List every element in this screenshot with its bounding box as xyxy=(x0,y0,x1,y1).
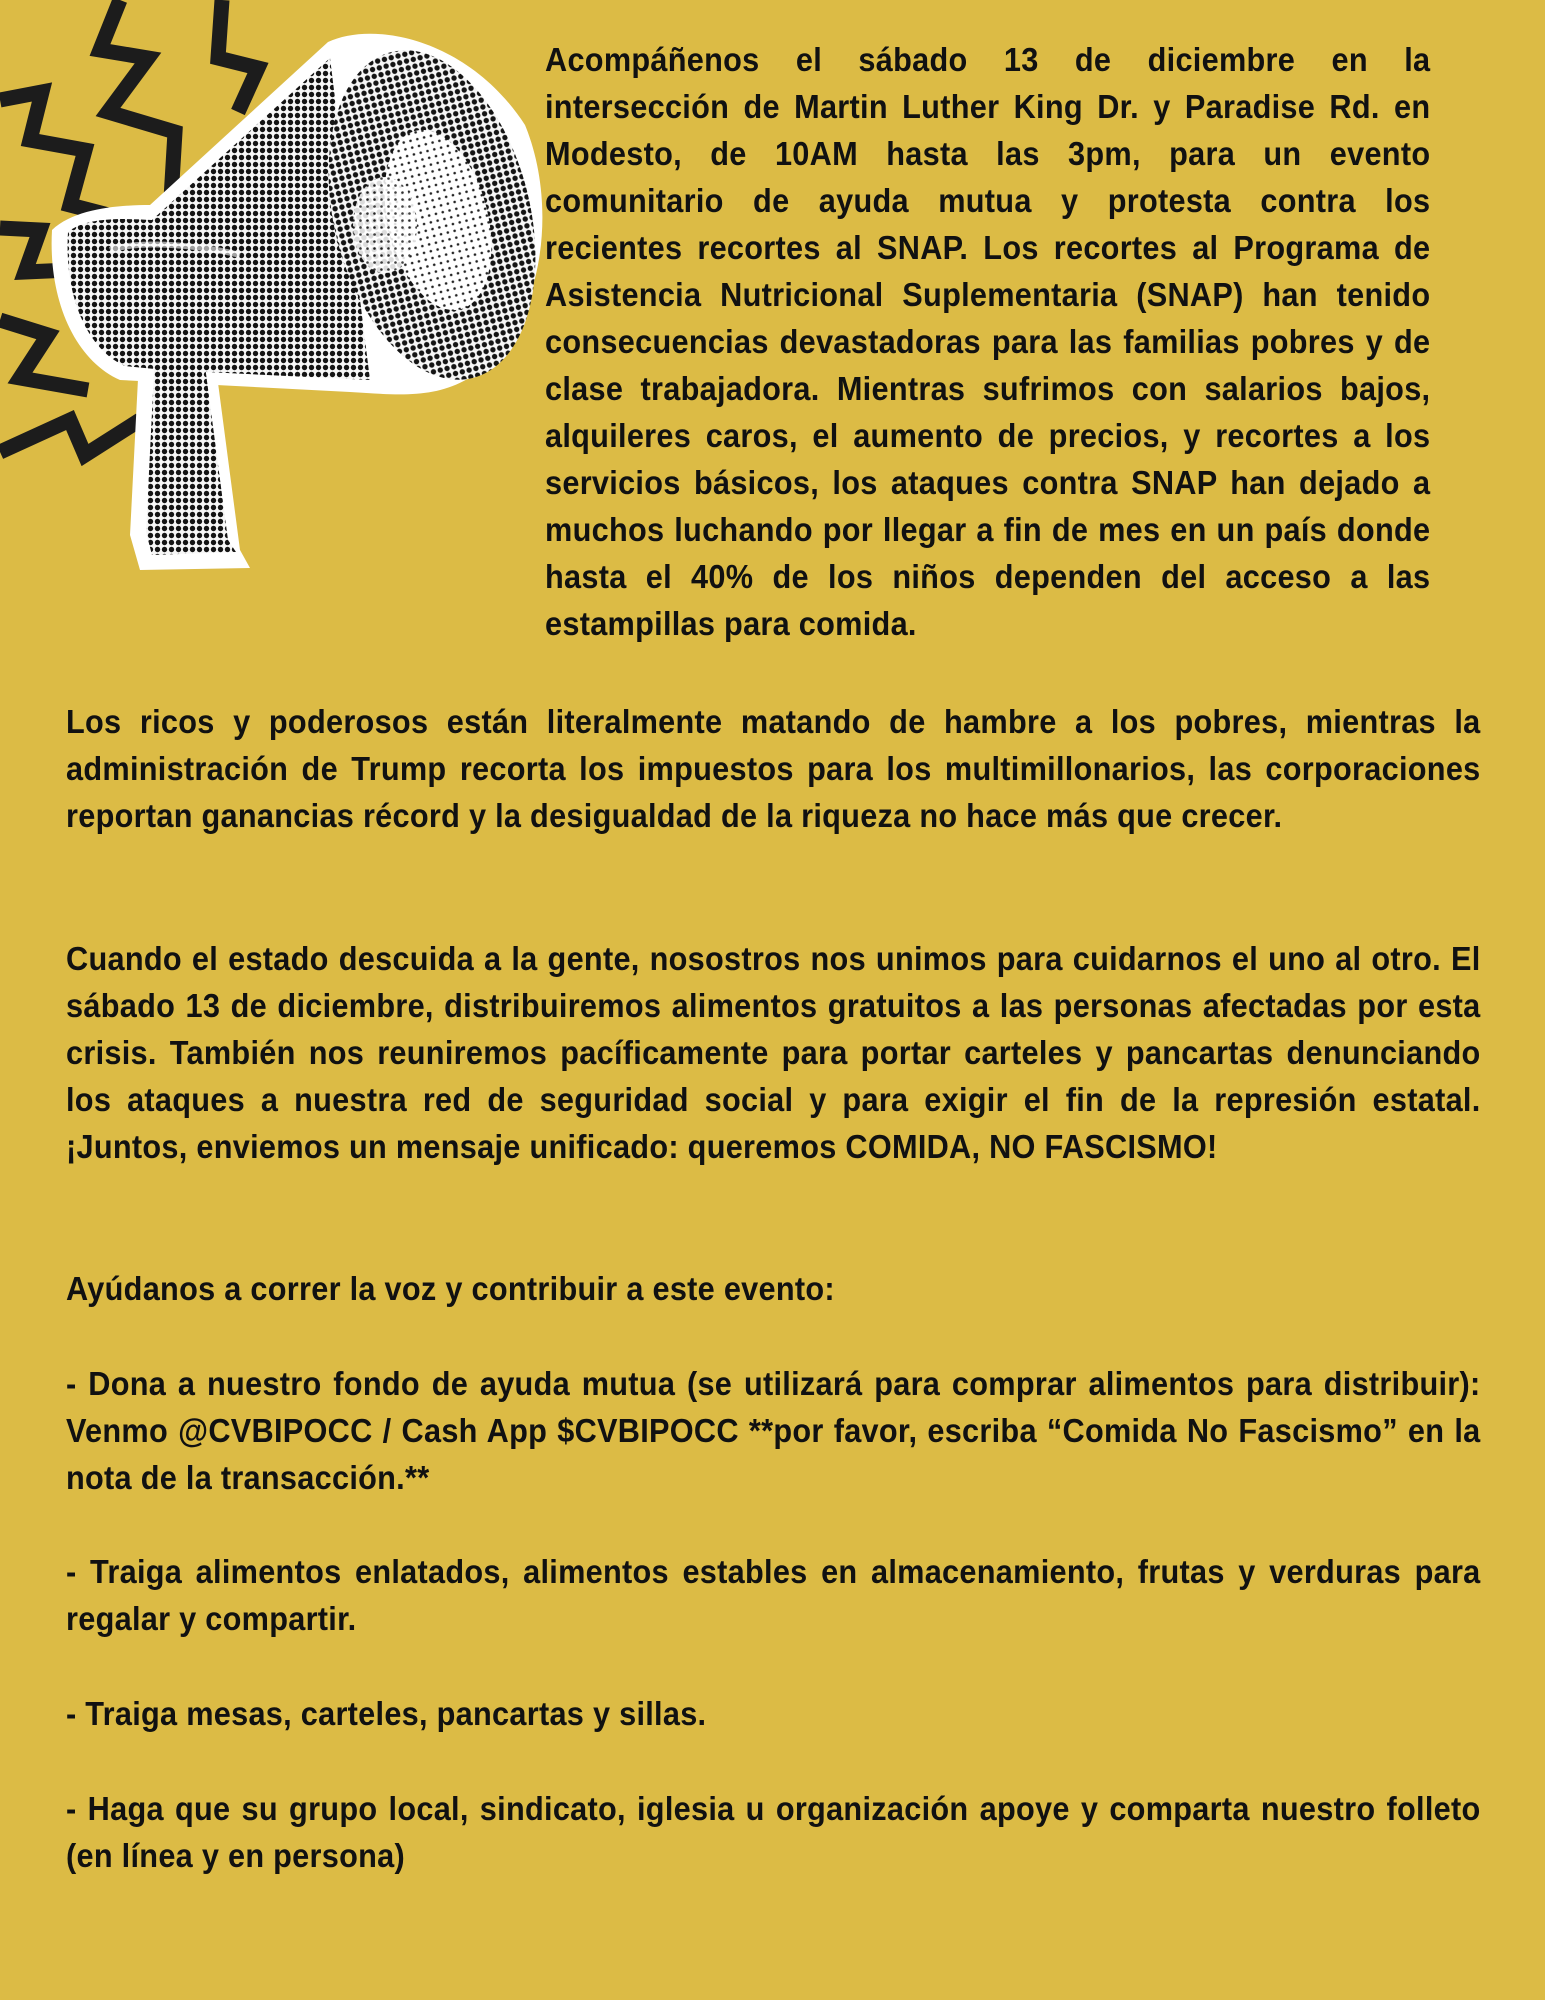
bullet-item-food: - Traiga alimentos enlatados, alimentos estables en almacenamiento, frutas y verduras para regalar y compartir. xyxy=(66,1553,1481,1637)
bullet-item-share: - Haga que su grupo local, sindicato, iglesia u organización apoye y comparta nuestro folleto (en línea y en persona) xyxy=(66,1790,1481,1874)
paragraph-3: Cuando el estado descuida a la gente, nosostros nos unimos para cuidarnos el uno al otro. El sábado 13 de diciembre, distribuiremos alimentos gratuitos a las personas afectadas por esta crisis. También nos reuniremos pacíficamente para portar carteles y pancartas denunciando los ataques a nuestra red de seguridad social y para exigir el fin de la represión estatal. ¡Juntos, enviemos un mensaje unificado: queremos COMIDA, NO FASCISMO! xyxy=(66,940,1481,1165)
intro-paragraph: Acompáñenos el sábado 13 de diciembre en la intersección de Martin Luther King Dr. y Paradise Rd. en Modesto, de 10AM hasta las 3pm, para un evento comunitario de ayuda mutua y protesta contra los recientes recortes al SNAP. Los recortes al Programa de Asistencia Nutricional Suplementaria (SNAP) han tenido consecuencias devastadoras para las familias pobres y de clase trabajadora. Mientras sufrimos con salarios bajos, alquileres caros, el aumento de precios, y recortes a los servicios básicos, los ataques contra SNAP han dejado a muchos luchando por llegar a fin de mes en un país donde hasta el 40% de los niños dependen del acceso a las estampillas para comida. xyxy=(545,41,1431,642)
paragraph-2: Los ricos y poderosos están literalmente matando de hambre a los pobres, mientras la administración de Trump recorta los impuestos para los multimillonarios, las corporaciones reportan ganancias récord y la desigualdad de la riqueza no hace más que crecer. xyxy=(66,703,1481,834)
bullet-item-donate: - Dona a nuestro fondo de ayuda mutua (se utilizará para comprar alimentos para distribuir): Venmo @CVBIPOCC / Cash App $CVBIPOCC **por favor, escriba “Comida No Fascismo” en la nota de la transacción.** xyxy=(66,1365,1481,1496)
bullet-item-supplies: - Traiga mesas, carteles, pancartas y sillas. xyxy=(66,1695,707,1732)
paragraph-4: Ayúdanos a correr la voz y contribuir a este evento: xyxy=(66,1270,835,1307)
megaphone-icon xyxy=(0,0,545,585)
